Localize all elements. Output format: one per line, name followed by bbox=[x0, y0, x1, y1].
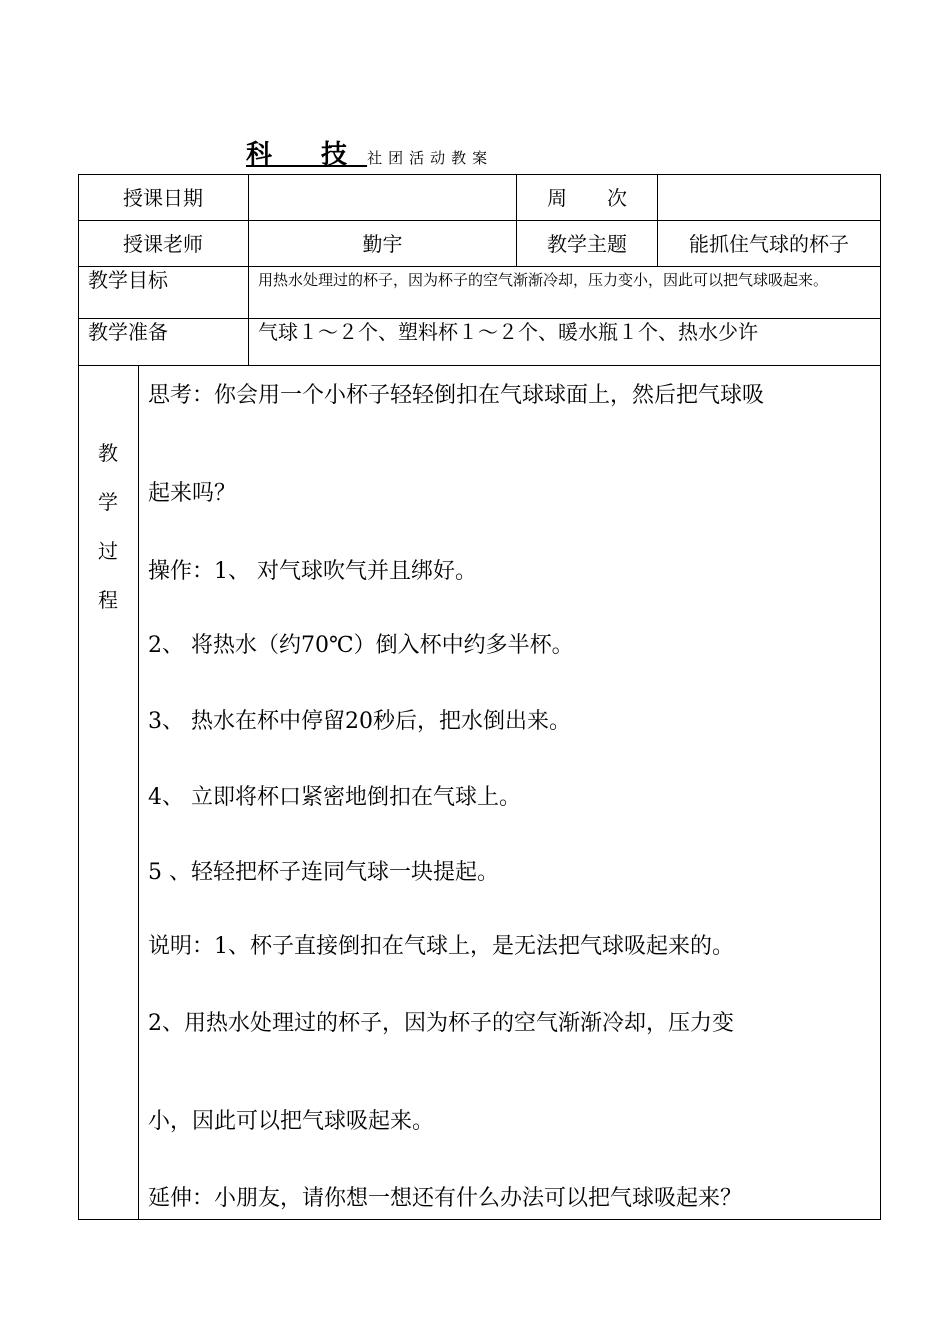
process-line: 小，因此可以把气球吸起来。 bbox=[148, 1109, 435, 1134]
process-label-char: 程 bbox=[98, 588, 118, 612]
process-line: 5 、轻轻把杯子连同气球一块提起。 bbox=[148, 860, 499, 885]
week-label: 周 次 bbox=[547, 185, 627, 210]
date-value bbox=[249, 175, 516, 220]
process-line: 4、 立即将杯口紧密地倒扣在气球上。 bbox=[148, 785, 521, 810]
row-divider bbox=[78, 365, 881, 366]
process-line: 操作：1、 对气球吹气并且绑好。 bbox=[148, 559, 477, 584]
process-label bbox=[93, 429, 123, 625]
column-divider bbox=[138, 365, 139, 1220]
process-label-char: 教 bbox=[98, 441, 118, 465]
row-divider bbox=[78, 318, 881, 319]
theme-value: 能抓住气球的杯子 bbox=[689, 231, 849, 256]
process-line: 思考：你会用一个小杯子轻轻倒扣在气球球面上，然后把气球吸 bbox=[148, 383, 765, 408]
document-title bbox=[246, 134, 493, 171]
week-value bbox=[658, 175, 880, 220]
teacher-value: 勤宇 bbox=[362, 231, 403, 256]
theme-label: 教学主题 bbox=[547, 231, 627, 256]
prep-label: 教学准备 bbox=[88, 320, 168, 344]
date-label: 授课日期 bbox=[123, 185, 203, 210]
prep-value: 气球１～２个、塑料杯１～２个、暖水瓶１个、热水少许 bbox=[258, 320, 758, 344]
goal-label: 教学目标 bbox=[88, 268, 168, 292]
teacher-label: 授课老师 bbox=[123, 231, 203, 256]
process-line: 说明：1、杯子直接倒扣在气球上，是无法把气球吸起来的。 bbox=[148, 934, 734, 959]
row-divider bbox=[78, 266, 881, 267]
process-line: 延伸：小朋友，请你想一想还有什么办法可以把气球吸起来？ bbox=[148, 1186, 743, 1211]
title-main: 科 技 bbox=[246, 140, 368, 170]
process-label-char: 过 bbox=[98, 539, 118, 563]
process-label-char: 学 bbox=[98, 490, 118, 514]
process-line: 2、 将热水（约70℃）倒入杯中约多半杯。 bbox=[148, 633, 574, 658]
process-line: 3、 热水在杯中停留20秒后，把水倒出来。 bbox=[148, 709, 571, 734]
process-line: 2、用热水处理过的杯子，因为杯子的空气渐渐冷却，压力变 bbox=[148, 1011, 734, 1036]
goal-value: 用热水处理过的杯子，因为杯子的空气渐渐冷却，压力变小，因此可以把气球吸起来。 bbox=[258, 271, 829, 289]
title-sub: 社团活动教案 bbox=[367, 149, 494, 167]
process-line: 起来吗？ bbox=[148, 481, 237, 506]
